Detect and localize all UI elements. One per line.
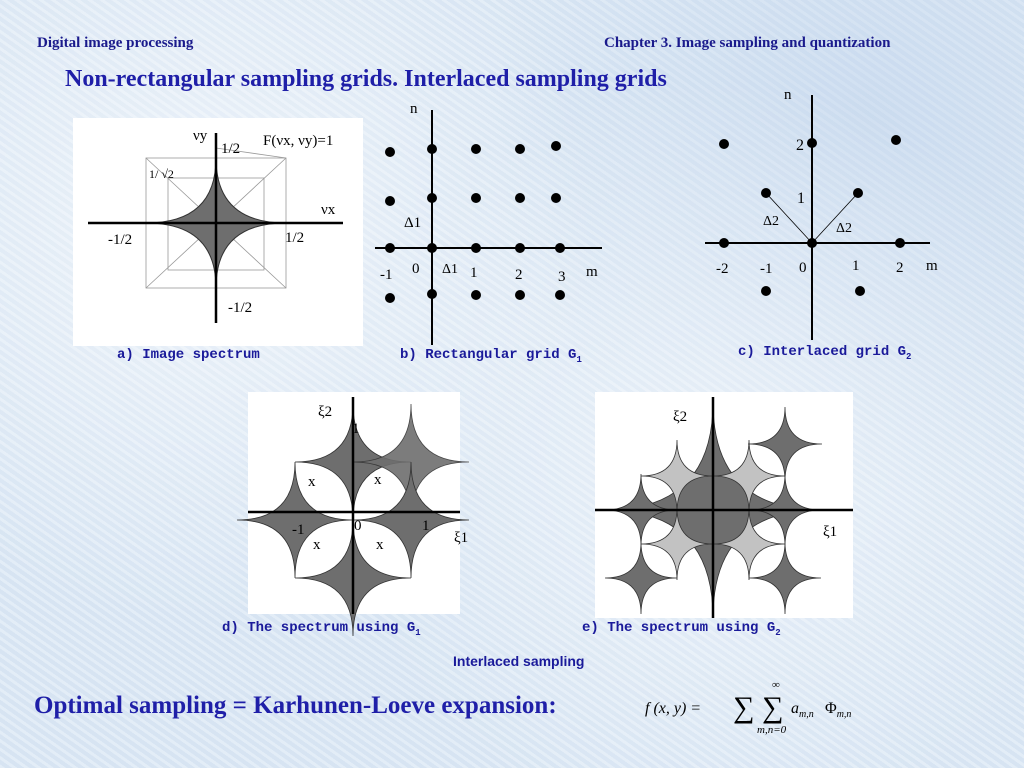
label-delta-v: Δ1 <box>404 215 422 231</box>
caption-b: b) Rectangular grid $G_1$ <box>400 347 582 365</box>
label-n: n <box>784 87 792 103</box>
caption-e: e) The spectrum using $G_2$ <box>582 620 781 638</box>
n-tick-1: 1 <box>797 190 805 207</box>
tick-b-3: 2 <box>515 267 523 283</box>
spectrum-g2-diagram <box>595 392 853 618</box>
panel-image-spectrum <box>73 118 363 346</box>
sum-sign: ∑ <box>762 691 784 724</box>
sum-upper: ∞ <box>772 679 780 691</box>
tick-c-1: -1 <box>760 261 773 277</box>
tick-b-2: 1 <box>470 265 478 281</box>
label-n: n <box>410 101 418 117</box>
label-vy: νy <box>193 128 208 144</box>
interlaced-grid-diagram <box>700 80 960 340</box>
sum-sign: ∑ <box>733 691 755 724</box>
sum-lower: m,n=0 <box>757 724 787 736</box>
label-right: 1/2 <box>285 230 305 246</box>
tick-c-3: 1 <box>852 258 860 274</box>
label-delta-right: Δ2 <box>836 221 853 236</box>
caption-a: a) Image spectrum <box>117 347 260 363</box>
label-xi1: ξ1 <box>454 530 469 546</box>
label-delta-h: Δ1 <box>442 262 459 277</box>
spectrum-diagram <box>73 118 363 346</box>
tick-c-4: 2 <box>896 260 904 276</box>
tick-c-2: 0 <box>799 260 807 276</box>
formula-lhs: f (x, y) = <box>645 700 702 717</box>
rectangular-grid-diagram <box>370 95 620 345</box>
label-delta-left: Δ2 <box>763 214 780 229</box>
label-m: m <box>926 258 938 274</box>
label-m: m <box>586 264 598 280</box>
interlaced-note: Interlaced sampling <box>453 653 585 669</box>
label-x: x <box>374 472 382 488</box>
panel-spectrum-g1 <box>248 392 469 614</box>
basis-function: $\Phi_{m,n}$ <box>825 700 852 721</box>
spectrum-g1-diagram <box>248 392 469 614</box>
label-xi2: ξ2 <box>318 404 333 420</box>
tick-b-0: -1 <box>380 267 393 283</box>
tick-c-0: -2 <box>716 261 729 277</box>
label-bottom: -1/2 <box>228 300 253 316</box>
label-xi2: ξ2 <box>673 409 688 425</box>
tick-b-4: 3 <box>558 269 566 285</box>
label-x: x <box>308 474 316 490</box>
header-left: Digital image processing <box>37 35 194 51</box>
coefficient: $a_{m,n}$ <box>791 700 814 721</box>
label-func: F(νx, νy)=1 <box>263 133 334 149</box>
label-x: x <box>313 537 321 553</box>
label-vx: νx <box>321 202 336 218</box>
panel-spectrum-g2 <box>595 392 853 618</box>
label-zero: 0 <box>354 518 362 534</box>
label-diag: 1/ √2 <box>149 167 174 181</box>
label-top: 1/2 <box>221 141 241 157</box>
label-one-top: 1 <box>352 421 360 437</box>
caption-d: d) The spectrum using $G_1$ <box>222 620 421 638</box>
label-x: x <box>376 537 384 553</box>
slide-title: Non-rectangular sampling grids. Interlaced sampling grids <box>65 66 667 92</box>
n-tick-2: 2 <box>796 137 804 154</box>
label-minus-one: -1 <box>292 522 305 538</box>
caption-c: c) Interlaced grid $G_2$ <box>738 344 912 362</box>
label-one-right: 1 <box>422 518 430 534</box>
tick-b-1: 0 <box>412 261 420 277</box>
label-xi1: ξ1 <box>823 524 838 540</box>
optimal-sampling-text: Optimal sampling = Karhunen-Loeve expansion: <box>34 692 557 719</box>
header-right: Chapter 3. Image sampling and quantization <box>604 35 891 51</box>
kl-formula <box>645 679 875 743</box>
label-left: -1/2 <box>108 232 133 248</box>
